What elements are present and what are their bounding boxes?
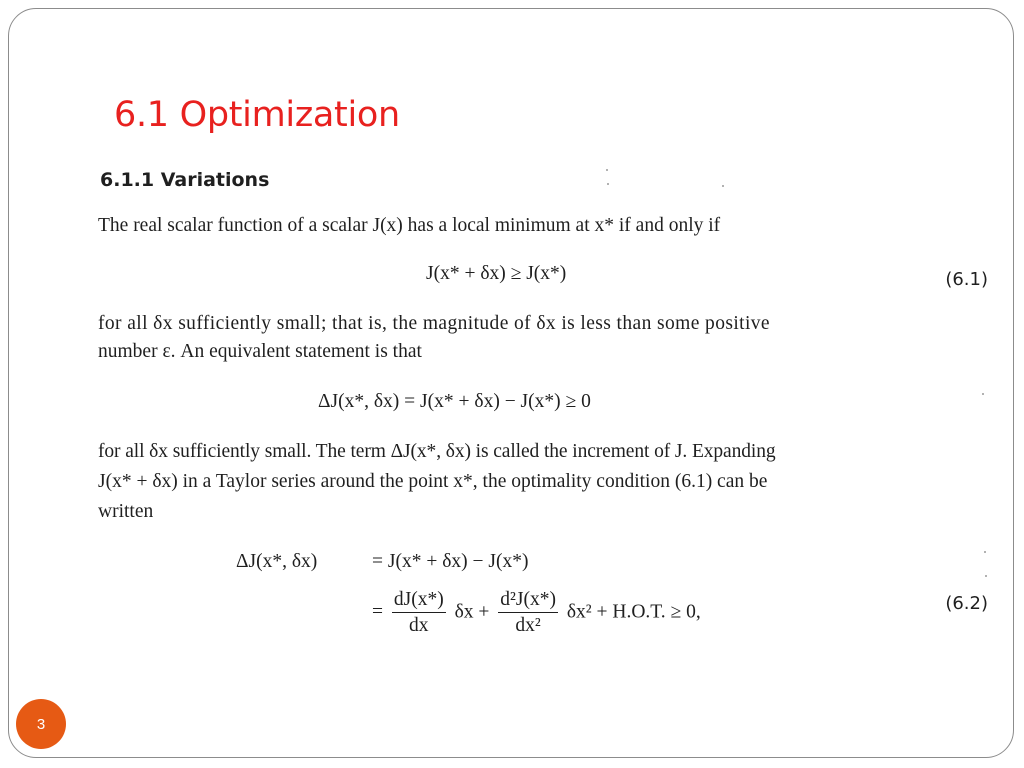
- first-derivative-numerator: dJ(x*): [392, 589, 446, 613]
- second-derivative-numerator: d²J(x*): [498, 589, 558, 613]
- equals-sign: =: [372, 601, 383, 623]
- equation-6-2-lhs: ΔJ(x*, δx): [236, 551, 318, 572]
- equation-increment: ΔJ(x*, δx) = J(x* + δx) − J(x*) ≥ 0: [318, 391, 591, 412]
- scan-artifact: [606, 169, 608, 171]
- second-derivative-fraction: [498, 589, 558, 637]
- paragraph-increment-line2: J(x* + δx) in a Taylor series around the point x*, the optimality condition (6.1) can be: [98, 471, 768, 492]
- scan-artifact: [722, 185, 724, 187]
- paragraph-increment-line1: for all δx sufficiently small. The term ΔJ(x*, δx) is called the increment of J. Expanding: [98, 441, 776, 462]
- section-heading: 6.1.1 Variations: [100, 169, 270, 191]
- scan-artifact: [982, 393, 984, 395]
- slide-title: 6.1 Optimization: [114, 95, 400, 135]
- second-order-term: δx² + H.O.T. ≥ 0,: [566, 601, 701, 623]
- first-order-term: δx +: [454, 601, 490, 623]
- paragraph-magnitude-line2: number ε. An equivalent statement is that: [98, 341, 422, 362]
- paragraph-magnitude-line1: for all δx sufficiently small; that is, the magnitude of δx is less than some positive: [98, 313, 770, 334]
- equation-6-1-number: (6.1): [945, 269, 988, 290]
- scan-artifact: [985, 575, 987, 577]
- equation-6-2-line1-rhs: = J(x* + δx) − J(x*): [372, 551, 529, 572]
- first-derivative-denominator: dx: [409, 615, 429, 636]
- page-number-badge: 3: [16, 699, 66, 749]
- scan-artifact: [984, 551, 986, 553]
- scan-artifact: [607, 183, 609, 185]
- paragraph-definition: The real scalar function of a scalar J(x) has a local minimum at x* if and only if: [98, 215, 721, 236]
- equation-6-1: J(x* + δx) ≥ J(x*): [426, 263, 567, 284]
- second-derivative-denominator: dx²: [515, 615, 541, 636]
- first-derivative-fraction: [392, 589, 446, 637]
- scanned-textbook-excerpt: [96, 165, 988, 655]
- equation-6-2-line2: [372, 589, 701, 637]
- paragraph-increment-line3: written: [98, 501, 154, 522]
- equation-6-2-number: (6.2): [945, 593, 988, 614]
